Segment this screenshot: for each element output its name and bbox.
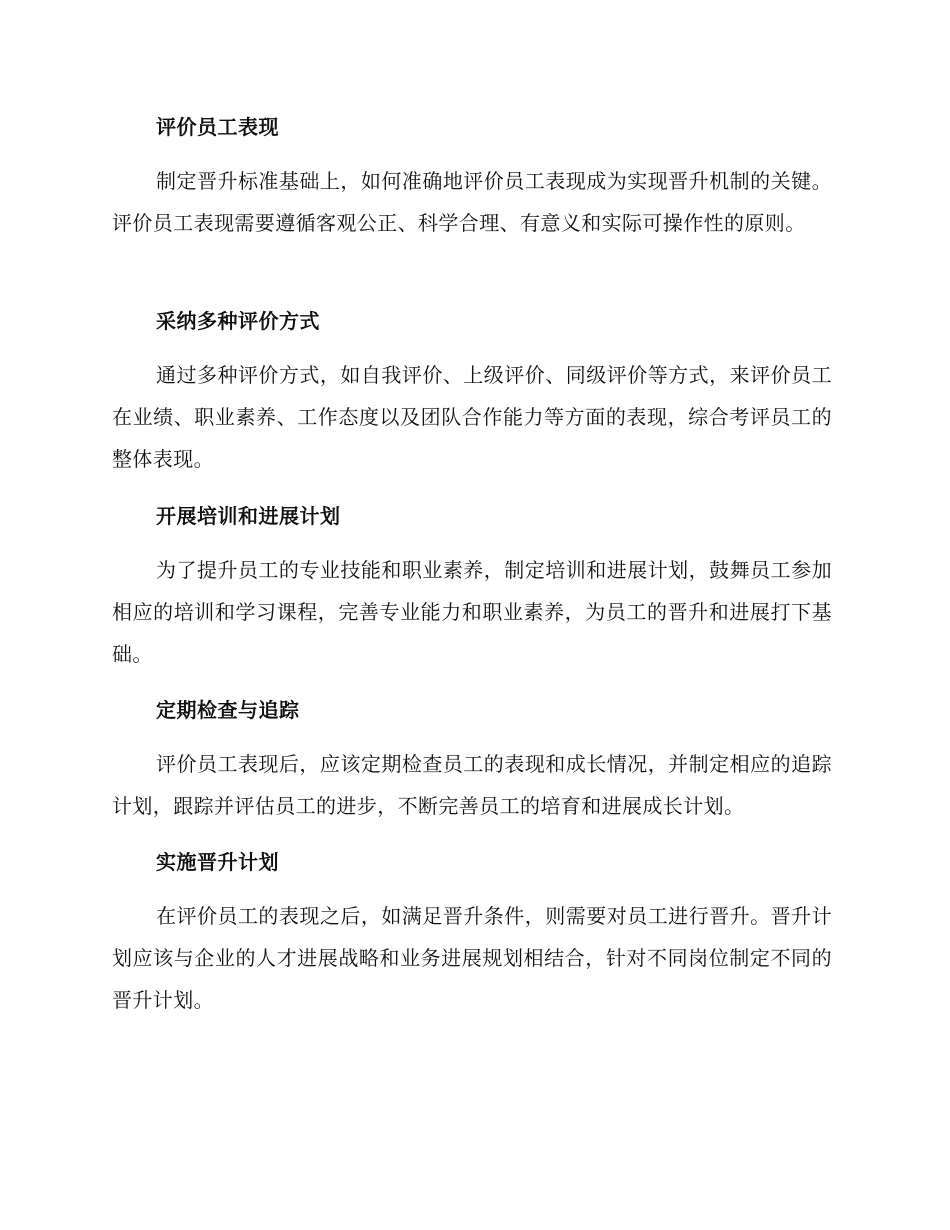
section-paragraph: 制定晋升标准基础上，如何准确地评价员工表现成为实现晋升机制的关键。评价员工表现需要遵循客观公正、科学合理、有意义和实际可操作性的原则。 (112, 169, 832, 235)
section-paragraph: 在评价员工的表现之后，如满足晋升条件，则需要对员工进行晋升。晋升计划应该与企业的人才进展战略和业务进展规划相结合，针对不同岗位制定不同的晋升计划。 (112, 904, 832, 1012)
section-paragraph: 通过多种评价方式，如自我评价、上级评价、同级评价等方式，来评价员工在业绩、职业素养、工作态度以及团队合作能力等方面的表现，综合考评员工的整体表现。 (112, 363, 832, 471)
section-regular-inspection-and-tracking (112, 696, 832, 827)
section-heading: 开展培训和进展计划 (156, 504, 341, 528)
section-paragraph: 评价员工表现后，应该定期检查员工的表现和成长情况，并制定相应的追踪计划，跟踪并评估员工的进步，不断完善员工的培育和进展成长计划。 (112, 752, 832, 818)
section-paragraph: 为了提升员工的专业技能和职业素养，制定培训和进展计划，鼓舞员工参加相应的培训和学习课程，完善专业能力和职业素养，为员工的晋升和进展打下基础。 (112, 558, 832, 666)
section-multiple-evaluation-methods (112, 307, 832, 480)
section-implement-promotion-plan (112, 848, 832, 1021)
section-training-and-development-plan (112, 502, 832, 675)
section-heading: 评价员工表现 (156, 115, 279, 139)
section-evaluate-performance (112, 113, 832, 244)
section-heading: 实施晋升计划 (156, 850, 279, 874)
section-heading: 定期检查与追踪 (156, 698, 300, 722)
section-heading: 采纳多种评价方式 (156, 309, 320, 333)
